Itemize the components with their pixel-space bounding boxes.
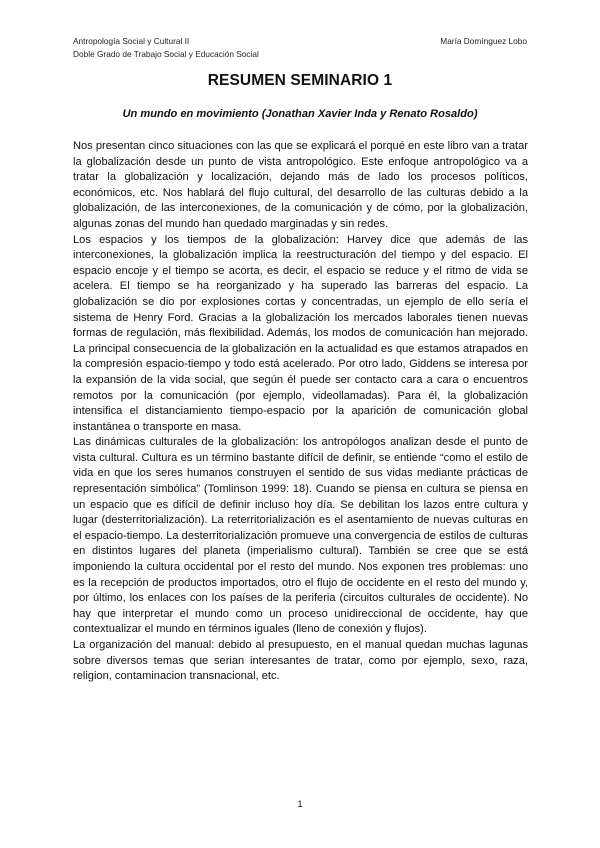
document-title: RESUMEN SEMINARIO 1 — [207, 72, 393, 89]
body-text — [73, 139, 528, 685]
paragraph-manual-organization: La organización del manual: debido al presupuesto, en el manual quedan muchas lagunas sobre diversos temas que serian interesantes de tratar, como por ejemplo, sexo, raza, religion, contaminacion transnacional, etc. — [73, 639, 528, 683]
paragraph-spaces-times: Los espacios y los tiempos de la globalización: Harvey dice que además de las interconexiones, la globalización implica la reestructuración del tiempo y del espacio. El espacio encoje y el tiempo se acorta, es decir, el espacio se reduce y el ritmo de vida se acelera. El tiempo se ha reorganizado y ha superado las barreras del espacio. La globalización se dio por explosiones cortas y concentradas, un ejemplo de ello sería el sistema de Henry Ford. Gracias a la globalización los mercados laborales tienen nuevas formas de regulación, más flexibilidad. Además, los modos de comunicación han mejorado. La principal consecuencia de la globalización en la actualidad es que estamos atrapados en la compresión espacio-tiempo y todo está acelerado. Por otro lado, Giddens se interesa por la expansión de la vida social, que según él puede ser contacto cara a cara o encuentros remotos por la comunicación (por ejemplo, videollamadas). Para él, la globalización intensifica el distanciamiento tiempo-espacio por la aparición de comunicación global instantánea o transporte en masa. — [73, 233, 528, 433]
header-degree: Doble Grado de Trabajo Social y Educación Social — [73, 49, 259, 59]
header-course: Antropología Social y Cultural II — [73, 36, 190, 46]
page-header-left — [73, 35, 259, 61]
paragraph-cultural-dynamics: Las dinámicas culturales de la globalización: los antropólogos analizan desde el punto de vista cultural. Cultura es un término bastante difícil de definir, se entiende “como el estilo de vida en que los seres humanos construyen el sentido de sus vidas mediante prácticas de representación simbólica” (Tomlinson 1999: 18). Cuando se piensa en cultura se piensa en un espacio que es difícil de definir incluso hoy día. Se debilitan los lazos entre cultura y lugar (desterritorialización). La reterritorialización es el asentamiento de nuevas culturas en el espacio-tiempo. La desterritorialización promueve una convergencia de estilos de culturas en distintos lugares del planeta (imperialismo cultural). También se cree que se está imponiendo la cultura occidental por el resto del mundo. Nos exponen tres problemas: uno es la recepción de productos importados, otro el flujo de occidente en el resto del mundo y, por último, los enlaces con los países de la periferia (circuitos culturales de occidente). No hay que interpretar el mundo como un proceso unidireccional de occidente, hay que contextualizar el mundo en términos iguales (lleno de conexión y flujos). — [73, 436, 528, 636]
header-author: María Domínguez Lobo — [440, 36, 527, 46]
document-subtitle: Un mundo en movimiento (Jonathan Xavier Inda y Renato Rosaldo) — [122, 108, 478, 120]
page-number: 1 — [297, 799, 303, 809]
paragraph-intro: Nos presentan cinco situaciones con las que se explicará el porqué en este libro van a tratar la globalización desde un punto de vista antropológico. Este enfoque antropológico va a tratar la globalización y localización, dejando más de lado los procesos políticos, económicos, etc. Nos hablará del flujo cultural, del desarrollo de las culturas debido a la globalización, de las interconexiones, de la comunicación y de cómo, por la globalización, algunas zonas del mundo han quedado marginadas y sin redes. — [73, 140, 528, 230]
